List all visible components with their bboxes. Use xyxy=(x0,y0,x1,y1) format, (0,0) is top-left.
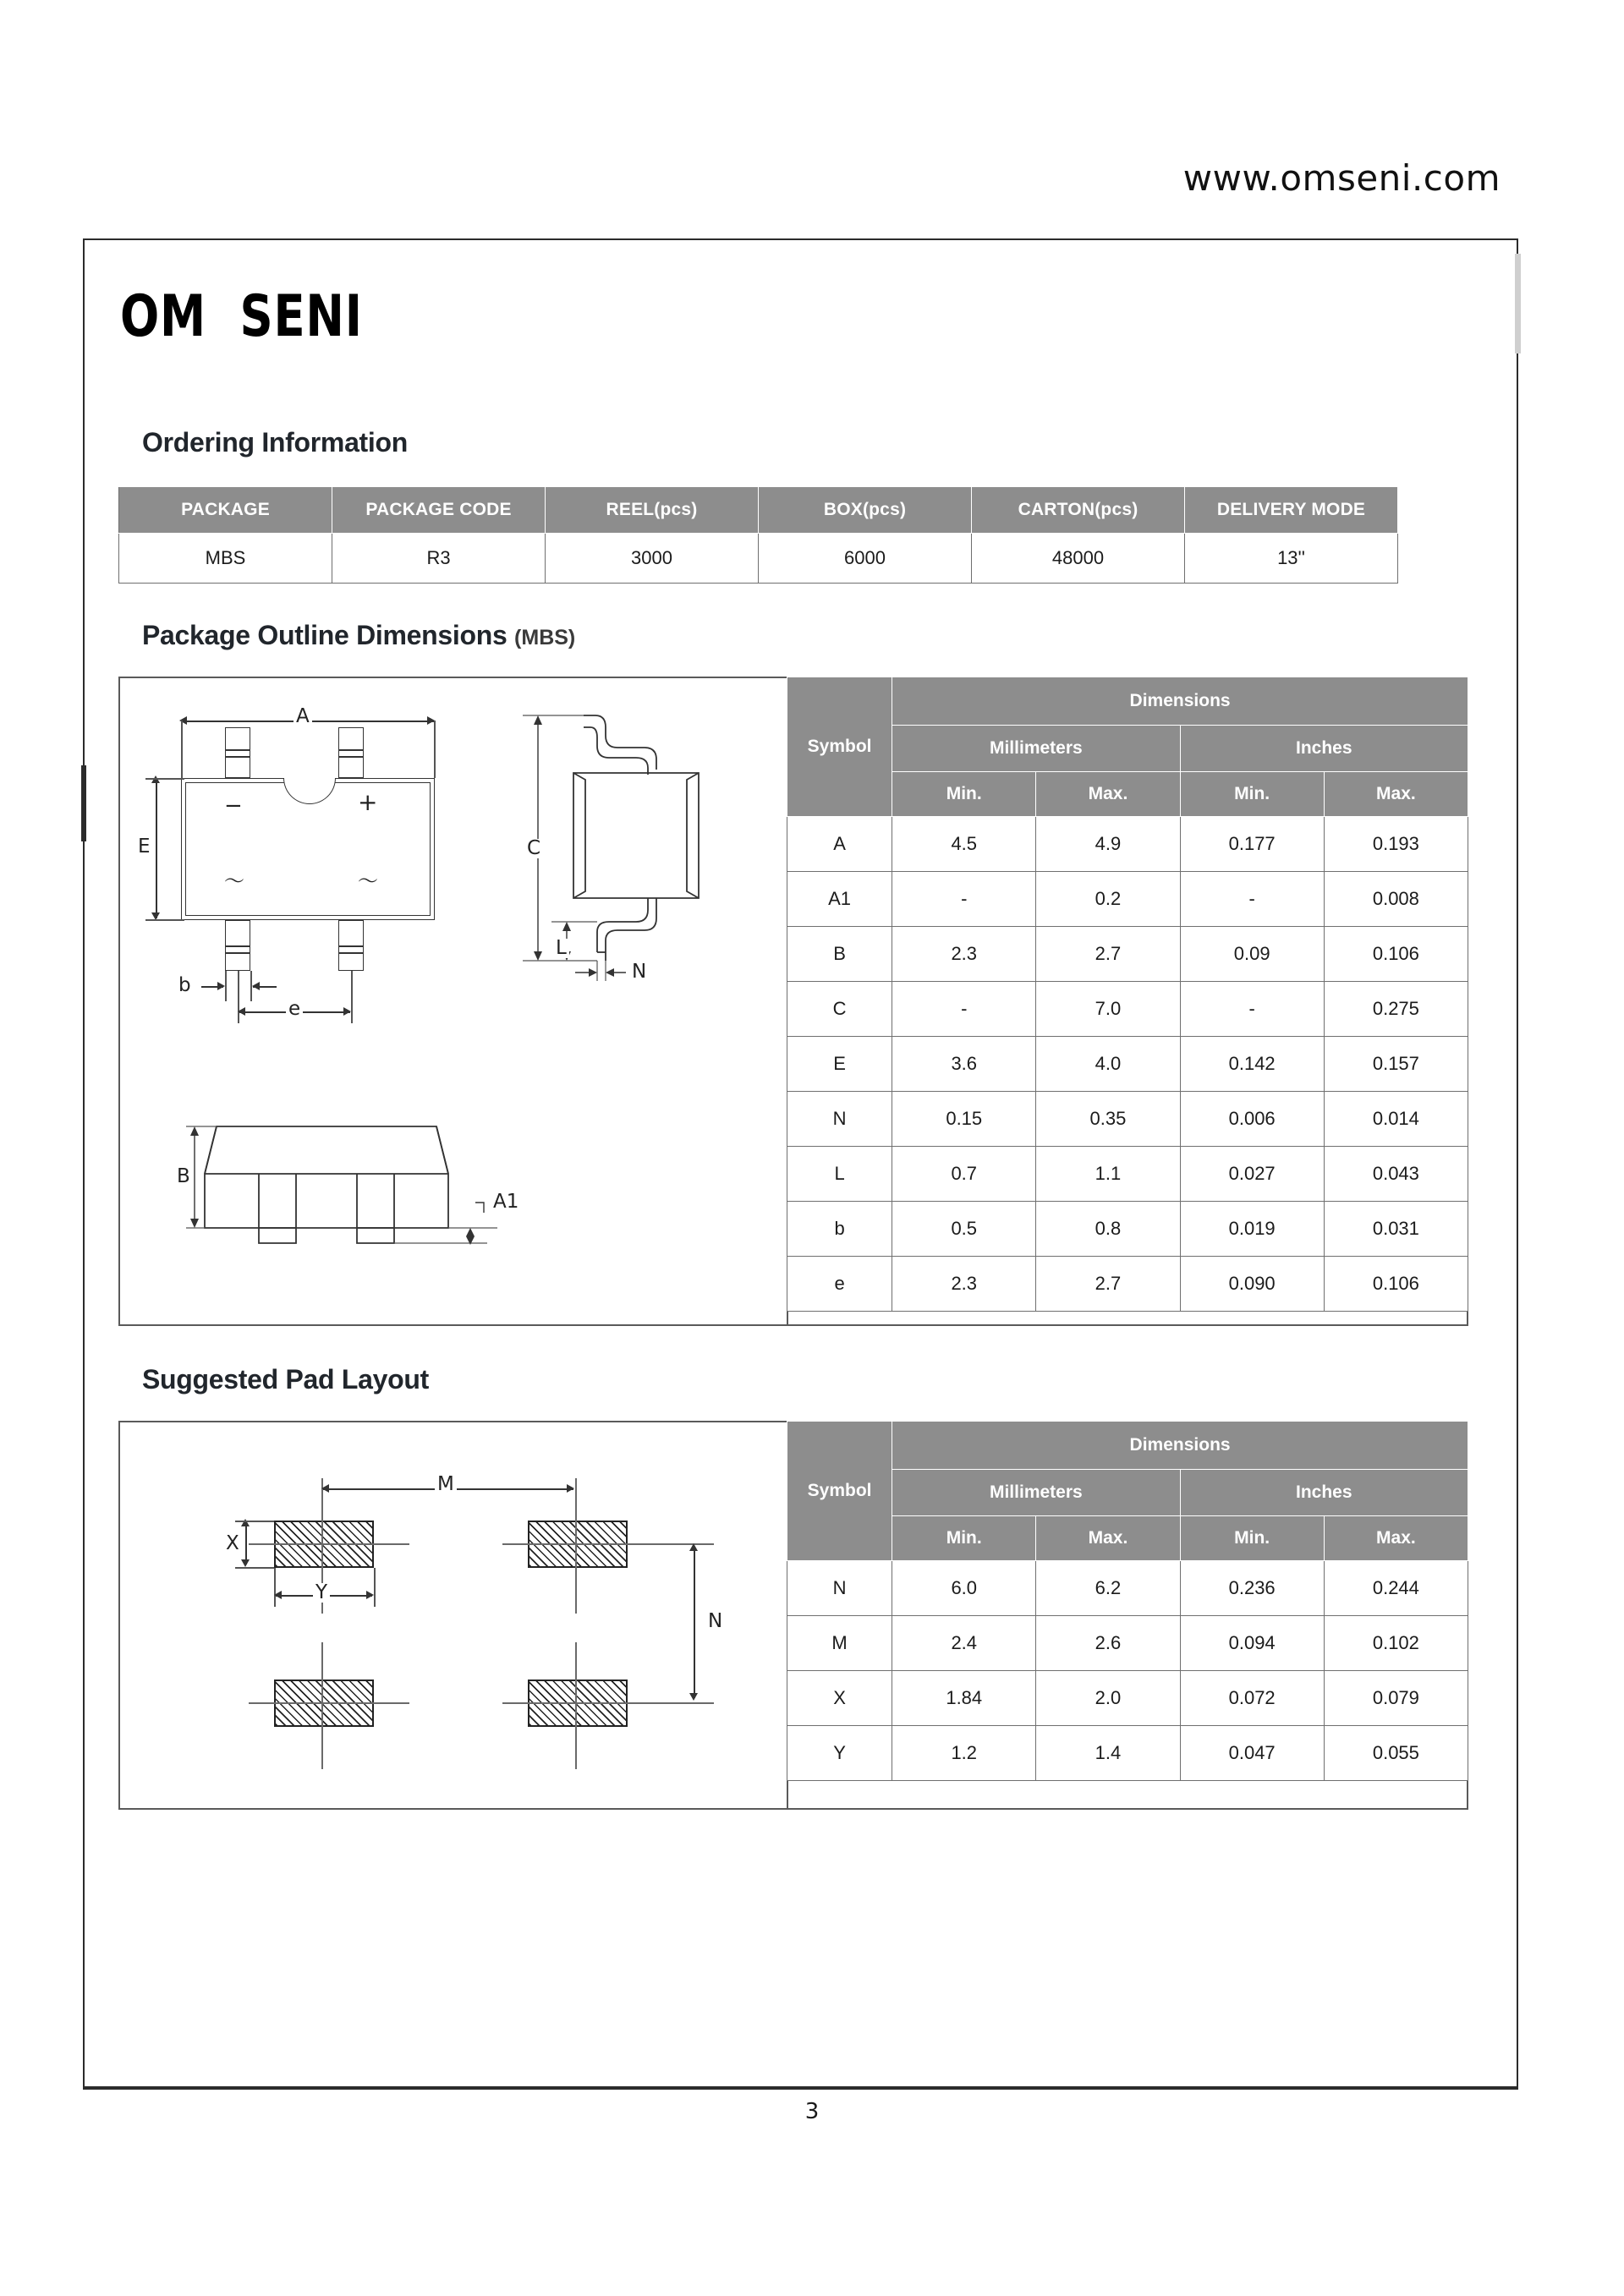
cell-in-max: 0.102 xyxy=(1324,1616,1468,1671)
cell-mm-max: 2.7 xyxy=(1036,927,1180,982)
cell-mm-max: 1.1 xyxy=(1036,1147,1180,1202)
footer-divider xyxy=(83,2087,1518,2090)
ordering-information-table xyxy=(118,486,1398,584)
arrow-down-n-pad xyxy=(689,1693,698,1701)
cell-in-max: 0.055 xyxy=(1324,1726,1468,1781)
centerline-h-bottom-left xyxy=(249,1702,409,1704)
section-title-suffix: (MBS) xyxy=(514,626,576,649)
arrow-left-m xyxy=(321,1484,329,1493)
cell-mm-min: 2.3 xyxy=(892,1257,1036,1312)
suggested-pad-layout-dimensions-table xyxy=(787,1421,1468,1781)
polarity-mark-plus: + xyxy=(355,791,380,814)
cell-in-min: 0.047 xyxy=(1180,1726,1324,1781)
cell-in-min: - xyxy=(1180,982,1324,1037)
cell-in-max: 0.106 xyxy=(1324,927,1468,982)
cell-in-min: 0.142 xyxy=(1180,1037,1324,1092)
extension-line-e-bottom xyxy=(145,919,184,921)
extension-line-y-right xyxy=(374,1568,376,1607)
dimension-label-n: N xyxy=(629,962,649,982)
cell-in-min: 0.019 xyxy=(1180,1202,1324,1257)
cell-symbol: N xyxy=(787,1092,892,1147)
dimension-label-b: b xyxy=(176,976,194,995)
centerline-h-bottom-right xyxy=(502,1702,714,1704)
cell-reel: 3000 xyxy=(546,534,759,584)
table-header-row xyxy=(119,487,1398,534)
section-title-ordering-information: Ordering Information xyxy=(142,427,409,458)
table-row xyxy=(787,1202,1468,1257)
cell-mm-min: - xyxy=(892,982,1036,1037)
arrow-right-m xyxy=(567,1484,574,1493)
extension-line-e-pitch-right xyxy=(351,971,353,1023)
cell-in-max: 0.031 xyxy=(1324,1202,1468,1257)
column-header-mm-min: Min. xyxy=(892,772,1036,817)
polarity-mark-ac-left: ～ xyxy=(222,871,247,891)
cell-in-max: 0.014 xyxy=(1324,1092,1468,1147)
polarity-mark-ac-right: ～ xyxy=(355,871,381,891)
frame-edge-mark-left xyxy=(81,765,86,841)
cell-in-min: 0.094 xyxy=(1180,1616,1324,1671)
cell-in-min: 0.090 xyxy=(1180,1257,1324,1312)
cell-mm-max: 4.0 xyxy=(1036,1037,1180,1092)
frame-edge-mark-right xyxy=(1515,254,1521,353)
cell-symbol: b xyxy=(787,1202,892,1257)
cell-mm-min: 0.5 xyxy=(892,1202,1036,1257)
page-number: 3 xyxy=(804,2099,820,2124)
arrow-up-n-pad xyxy=(689,1543,698,1551)
extension-line-b-left xyxy=(225,971,227,1001)
column-header-dimensions: Dimensions xyxy=(892,677,1468,726)
cell-mm-max: 2.7 xyxy=(1036,1257,1180,1312)
cell-symbol: M xyxy=(787,1616,892,1671)
cell-symbol: N xyxy=(787,1561,892,1616)
table-row xyxy=(787,1257,1468,1312)
pad-dimensions-body xyxy=(787,1561,1468,1781)
dimension-line-e xyxy=(156,780,157,918)
lead-bottom-right-crease-2 xyxy=(338,952,364,954)
cell-in-max: 0.079 xyxy=(1324,1671,1468,1726)
cell-in-max: 0.275 xyxy=(1324,982,1468,1037)
cell-symbol: e xyxy=(787,1257,892,1312)
column-header-symbol: Symbol xyxy=(787,677,892,817)
section-title-text: Package Outline Dimensions xyxy=(142,620,508,650)
arrow-right-y xyxy=(366,1591,374,1599)
dimension-label-y: Y xyxy=(313,1583,330,1603)
cell-in-max: 0.244 xyxy=(1324,1561,1468,1616)
column-header-mm-max: Max. xyxy=(1036,772,1180,817)
cell-delivery-mode: 13'' xyxy=(1185,534,1398,584)
extension-line-x-top xyxy=(235,1521,274,1522)
column-header-mm-min-pad: Min. xyxy=(892,1516,1036,1561)
cell-mm-min: 0.15 xyxy=(892,1092,1036,1147)
column-header-symbol-pad: Symbol xyxy=(787,1422,892,1561)
cell-in-max: 0.043 xyxy=(1324,1147,1468,1202)
dimension-label-e-pitch: e xyxy=(286,1000,303,1019)
cell-symbol: A xyxy=(787,817,892,872)
table-row xyxy=(787,1147,1468,1202)
dimension-label-c: C xyxy=(524,839,543,858)
cell-symbol: C xyxy=(787,982,892,1037)
dimension-label-a1: A1 xyxy=(491,1192,521,1212)
dimension-label-a: A xyxy=(294,707,312,726)
cell-symbol: E xyxy=(787,1037,892,1092)
cell-in-max: 0.106 xyxy=(1324,1257,1468,1312)
dimension-label-x: X xyxy=(223,1534,242,1553)
cell-mm-min: - xyxy=(892,872,1036,927)
table-header-row-dimensions xyxy=(787,677,1468,726)
cell-mm-min: 3.6 xyxy=(892,1037,1036,1092)
dimension-label-l: L xyxy=(553,939,569,958)
lead-top-left-crease-2 xyxy=(225,756,250,758)
column-header-delivery-mode: DELIVERY MODE xyxy=(1185,487,1398,534)
cell-mm-max: 2.0 xyxy=(1036,1671,1180,1726)
column-header-package-code: PACKAGE CODE xyxy=(332,487,546,534)
site-url: www.omseni.com xyxy=(1182,157,1501,199)
cell-in-max: 0.157 xyxy=(1324,1037,1468,1092)
table-row xyxy=(787,1092,1468,1147)
cell-mm-min: 2.3 xyxy=(892,927,1036,982)
column-header-inches: Inches xyxy=(1180,726,1468,772)
cell-in-min: 0.09 xyxy=(1180,927,1324,982)
table-row xyxy=(787,817,1468,872)
column-header-inches-pad: Inches xyxy=(1180,1470,1468,1516)
section-title-package-outline-dimensions xyxy=(142,620,575,651)
table-row xyxy=(787,1037,1468,1092)
section-title-suggested-pad-layout: Suggested Pad Layout xyxy=(142,1364,429,1395)
table-row xyxy=(787,872,1468,927)
table-row xyxy=(787,982,1468,1037)
column-header-in-max-pad: Max. xyxy=(1324,1516,1468,1561)
cell-carton: 48000 xyxy=(972,534,1185,584)
table-row xyxy=(787,1616,1468,1671)
cell-mm-min: 0.7 xyxy=(892,1147,1036,1202)
dimension-label-n-pad: N xyxy=(705,1612,725,1631)
front-view-svg xyxy=(183,1118,538,1270)
column-header-millimeters-pad: Millimeters xyxy=(892,1470,1180,1516)
cell-mm-max: 7.0 xyxy=(1036,982,1180,1037)
cell-package: MBS xyxy=(119,534,332,584)
column-header-in-min-pad: Min. xyxy=(1180,1516,1324,1561)
centerline-v-right-top xyxy=(575,1478,577,1614)
cell-mm-min: 2.4 xyxy=(892,1616,1036,1671)
cell-mm-min: 4.5 xyxy=(892,817,1036,872)
cell-in-min: 0.027 xyxy=(1180,1147,1324,1202)
polarity-mark-minus: − xyxy=(222,795,245,817)
column-header-box: BOX(pcs) xyxy=(759,487,972,534)
company-logo: OM SENI xyxy=(120,283,363,350)
package-outline-dimensions-table xyxy=(787,677,1468,1312)
cell-mm-max: 2.6 xyxy=(1036,1616,1180,1671)
cell-symbol: B xyxy=(787,927,892,982)
column-header-millimeters: Millimeters xyxy=(892,726,1180,772)
cell-package-code: R3 xyxy=(332,534,546,584)
extension-line-a-right xyxy=(434,721,436,778)
lead-top-left xyxy=(225,727,250,778)
centerline-h-top-right xyxy=(502,1543,714,1545)
column-header-dimensions-pad: Dimensions xyxy=(892,1422,1468,1470)
centerline-h-top-left xyxy=(249,1543,409,1545)
cell-in-min: 0.072 xyxy=(1180,1671,1324,1726)
lead-bottom-right-crease-1 xyxy=(338,945,364,947)
arrow-left-y xyxy=(274,1591,282,1599)
cell-mm-max: 4.9 xyxy=(1036,817,1180,872)
cell-symbol: A1 xyxy=(787,872,892,927)
table-header-row-dimensions-pad xyxy=(787,1422,1468,1470)
table-row xyxy=(787,1671,1468,1726)
cell-mm-max: 0.8 xyxy=(1036,1202,1180,1257)
arrow-right-e-pitch xyxy=(343,1007,351,1016)
cell-in-min: 0.006 xyxy=(1180,1092,1324,1147)
cell-mm-max: 6.2 xyxy=(1036,1561,1180,1616)
lead-bottom-left-crease-1 xyxy=(225,945,250,947)
cell-symbol: Y xyxy=(787,1726,892,1781)
outline-dimensions-body xyxy=(787,817,1468,1312)
column-header-in-max: Max. xyxy=(1324,772,1468,817)
lead-top-right-crease-2 xyxy=(338,756,364,758)
arrow-left-b xyxy=(252,982,260,990)
dimension-label-b-height: B xyxy=(174,1167,193,1186)
cell-in-max: 0.193 xyxy=(1324,817,1468,872)
cell-symbol: L xyxy=(787,1147,892,1202)
cell-mm-max: 0.2 xyxy=(1036,872,1180,927)
arrow-right-b xyxy=(217,982,225,990)
centerline-v-left-bottom xyxy=(321,1642,323,1769)
cell-symbol: X xyxy=(787,1671,892,1726)
arrow-down-x xyxy=(241,1559,250,1567)
table-row xyxy=(787,1561,1468,1616)
dimension-line-n-pad xyxy=(694,1548,695,1698)
cell-mm-min: 1.84 xyxy=(892,1671,1036,1726)
column-header-package: PACKAGE xyxy=(119,487,332,534)
extension-line-x-bottom xyxy=(235,1567,274,1569)
cell-in-min: - xyxy=(1180,872,1324,927)
cell-mm-min: 6.0 xyxy=(892,1561,1036,1616)
cell-in-min: 0.236 xyxy=(1180,1561,1324,1616)
lead-bottom-left-crease-2 xyxy=(225,952,250,954)
lead-top-right-crease-1 xyxy=(338,749,364,751)
cell-in-max: 0.008 xyxy=(1324,872,1468,927)
arrow-left-e-pitch xyxy=(238,1007,245,1016)
cell-mm-max: 0.35 xyxy=(1036,1092,1180,1147)
table-row xyxy=(787,927,1468,982)
extension-line-a-left xyxy=(181,721,183,778)
table-row xyxy=(787,1726,1468,1781)
lead-top-right xyxy=(338,727,364,778)
dimension-label-m: M xyxy=(435,1475,457,1494)
dimension-label-e: E xyxy=(135,837,153,857)
column-header-mm-max-pad: Max. xyxy=(1036,1516,1180,1561)
column-header-reel: REEL(pcs) xyxy=(546,487,759,534)
cell-box: 6000 xyxy=(759,534,972,584)
centerline-v-right-bottom xyxy=(575,1642,577,1769)
column-header-in-min: Min. xyxy=(1180,772,1324,817)
column-header-carton: CARTON(pcs) xyxy=(972,487,1185,534)
lead-top-left-crease-1 xyxy=(225,749,250,751)
table-row xyxy=(119,534,1398,584)
extension-line-y-left xyxy=(274,1568,276,1607)
cell-in-min: 0.177 xyxy=(1180,817,1324,872)
cell-mm-min: 1.2 xyxy=(892,1726,1036,1781)
dimension-line-x xyxy=(245,1524,247,1564)
extension-line-e-top xyxy=(145,778,184,780)
cell-mm-max: 1.4 xyxy=(1036,1726,1180,1781)
